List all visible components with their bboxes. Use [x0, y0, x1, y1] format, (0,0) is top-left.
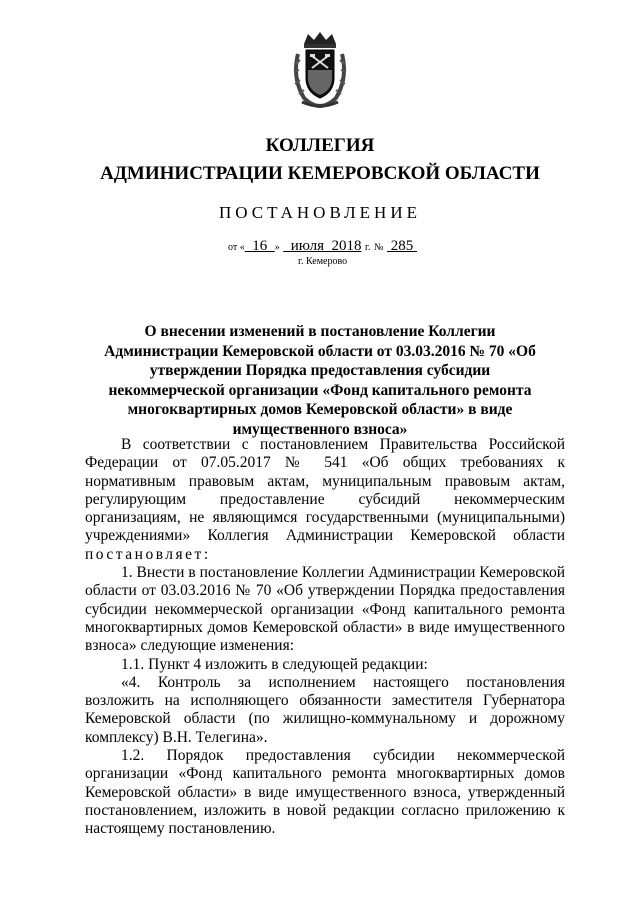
paragraph-item-4-quote: «4. Контроль за исполнением настоящего постановления возложить на исполняющего обязанности заместителя Губернатора Кемеровской области (по жилищно-коммунальному и дорожному комплексу) В.Н. Телегина».	[85, 673, 565, 746]
paragraph-item-1-2: 1.2. Порядок предоставления субсидии некоммерческой организации «Фонд капитального ремонта многоквартирных домов Кемеровской области» в виде имущественного взноса, утвержденный постановлением, изложить в новой редакции согласно приложению к настоящему постановлению.	[85, 747, 565, 838]
paragraph-preamble: В соответствии с постановлением Правительства Российской Федерации от 07.05.2017 № 541 «Об общих требованиях к нормативным правовым актам, муниципальным правовым актам, регулирующим предоставление субсидий некоммерческим организациям, не являющимся государственными (муниципальными) учреждениями» Коллегия Администрации Кемеровской области постановляет:	[85, 436, 565, 563]
number-sign: №	[373, 242, 384, 253]
paragraph-item-1-1: 1.1. Пункт 4 изложить в следующей редакции:	[121, 655, 428, 673]
date-month: июля 2018	[290, 238, 362, 254]
organization-name-line1: КОЛЛЕГИЯ	[265, 135, 375, 156]
date-close-quote: »	[274, 242, 280, 253]
document-type: ПОСТАНОВЛЕНИЕ	[218, 203, 421, 222]
document-number: 285	[390, 238, 414, 254]
resolve-word: постановляет:	[85, 545, 211, 563]
document-body	[85, 436, 565, 839]
document-title: О внесении изменений в постановление Коллегии Администрации Кемеровской области от 03.03.2016 № 70 «Об утверждении Порядка предоставления субсидии некоммерческой организации «Фонд капитального ремонта многоквартирных домов Кемеровской области» в виде имущественного взноса»	[104, 323, 536, 438]
document-dateline	[228, 238, 417, 255]
document-city: г. Кемерово	[298, 256, 348, 267]
date-year-suffix: г.	[365, 242, 371, 253]
date-prefix: от «	[228, 242, 245, 253]
organization-name-line2: АДМИНИСТРАЦИИ КЕМЕРОВСКОЙ ОБЛАСТИ	[100, 163, 540, 184]
coat-of-arms-emblem	[290, 30, 350, 110]
date-day: 16	[252, 238, 268, 254]
paragraph-item-1: 1. Внести в постановление Коллегии Администрации Кемеровской области от 03.03.2016 № 70 «Об утверждении Порядка предоставления субсидии некоммерческой организации «Фонд капитального ремонта многоквартирных домов Кемеровской области» в виде имущественного взноса» следующие изменения:	[85, 564, 565, 655]
